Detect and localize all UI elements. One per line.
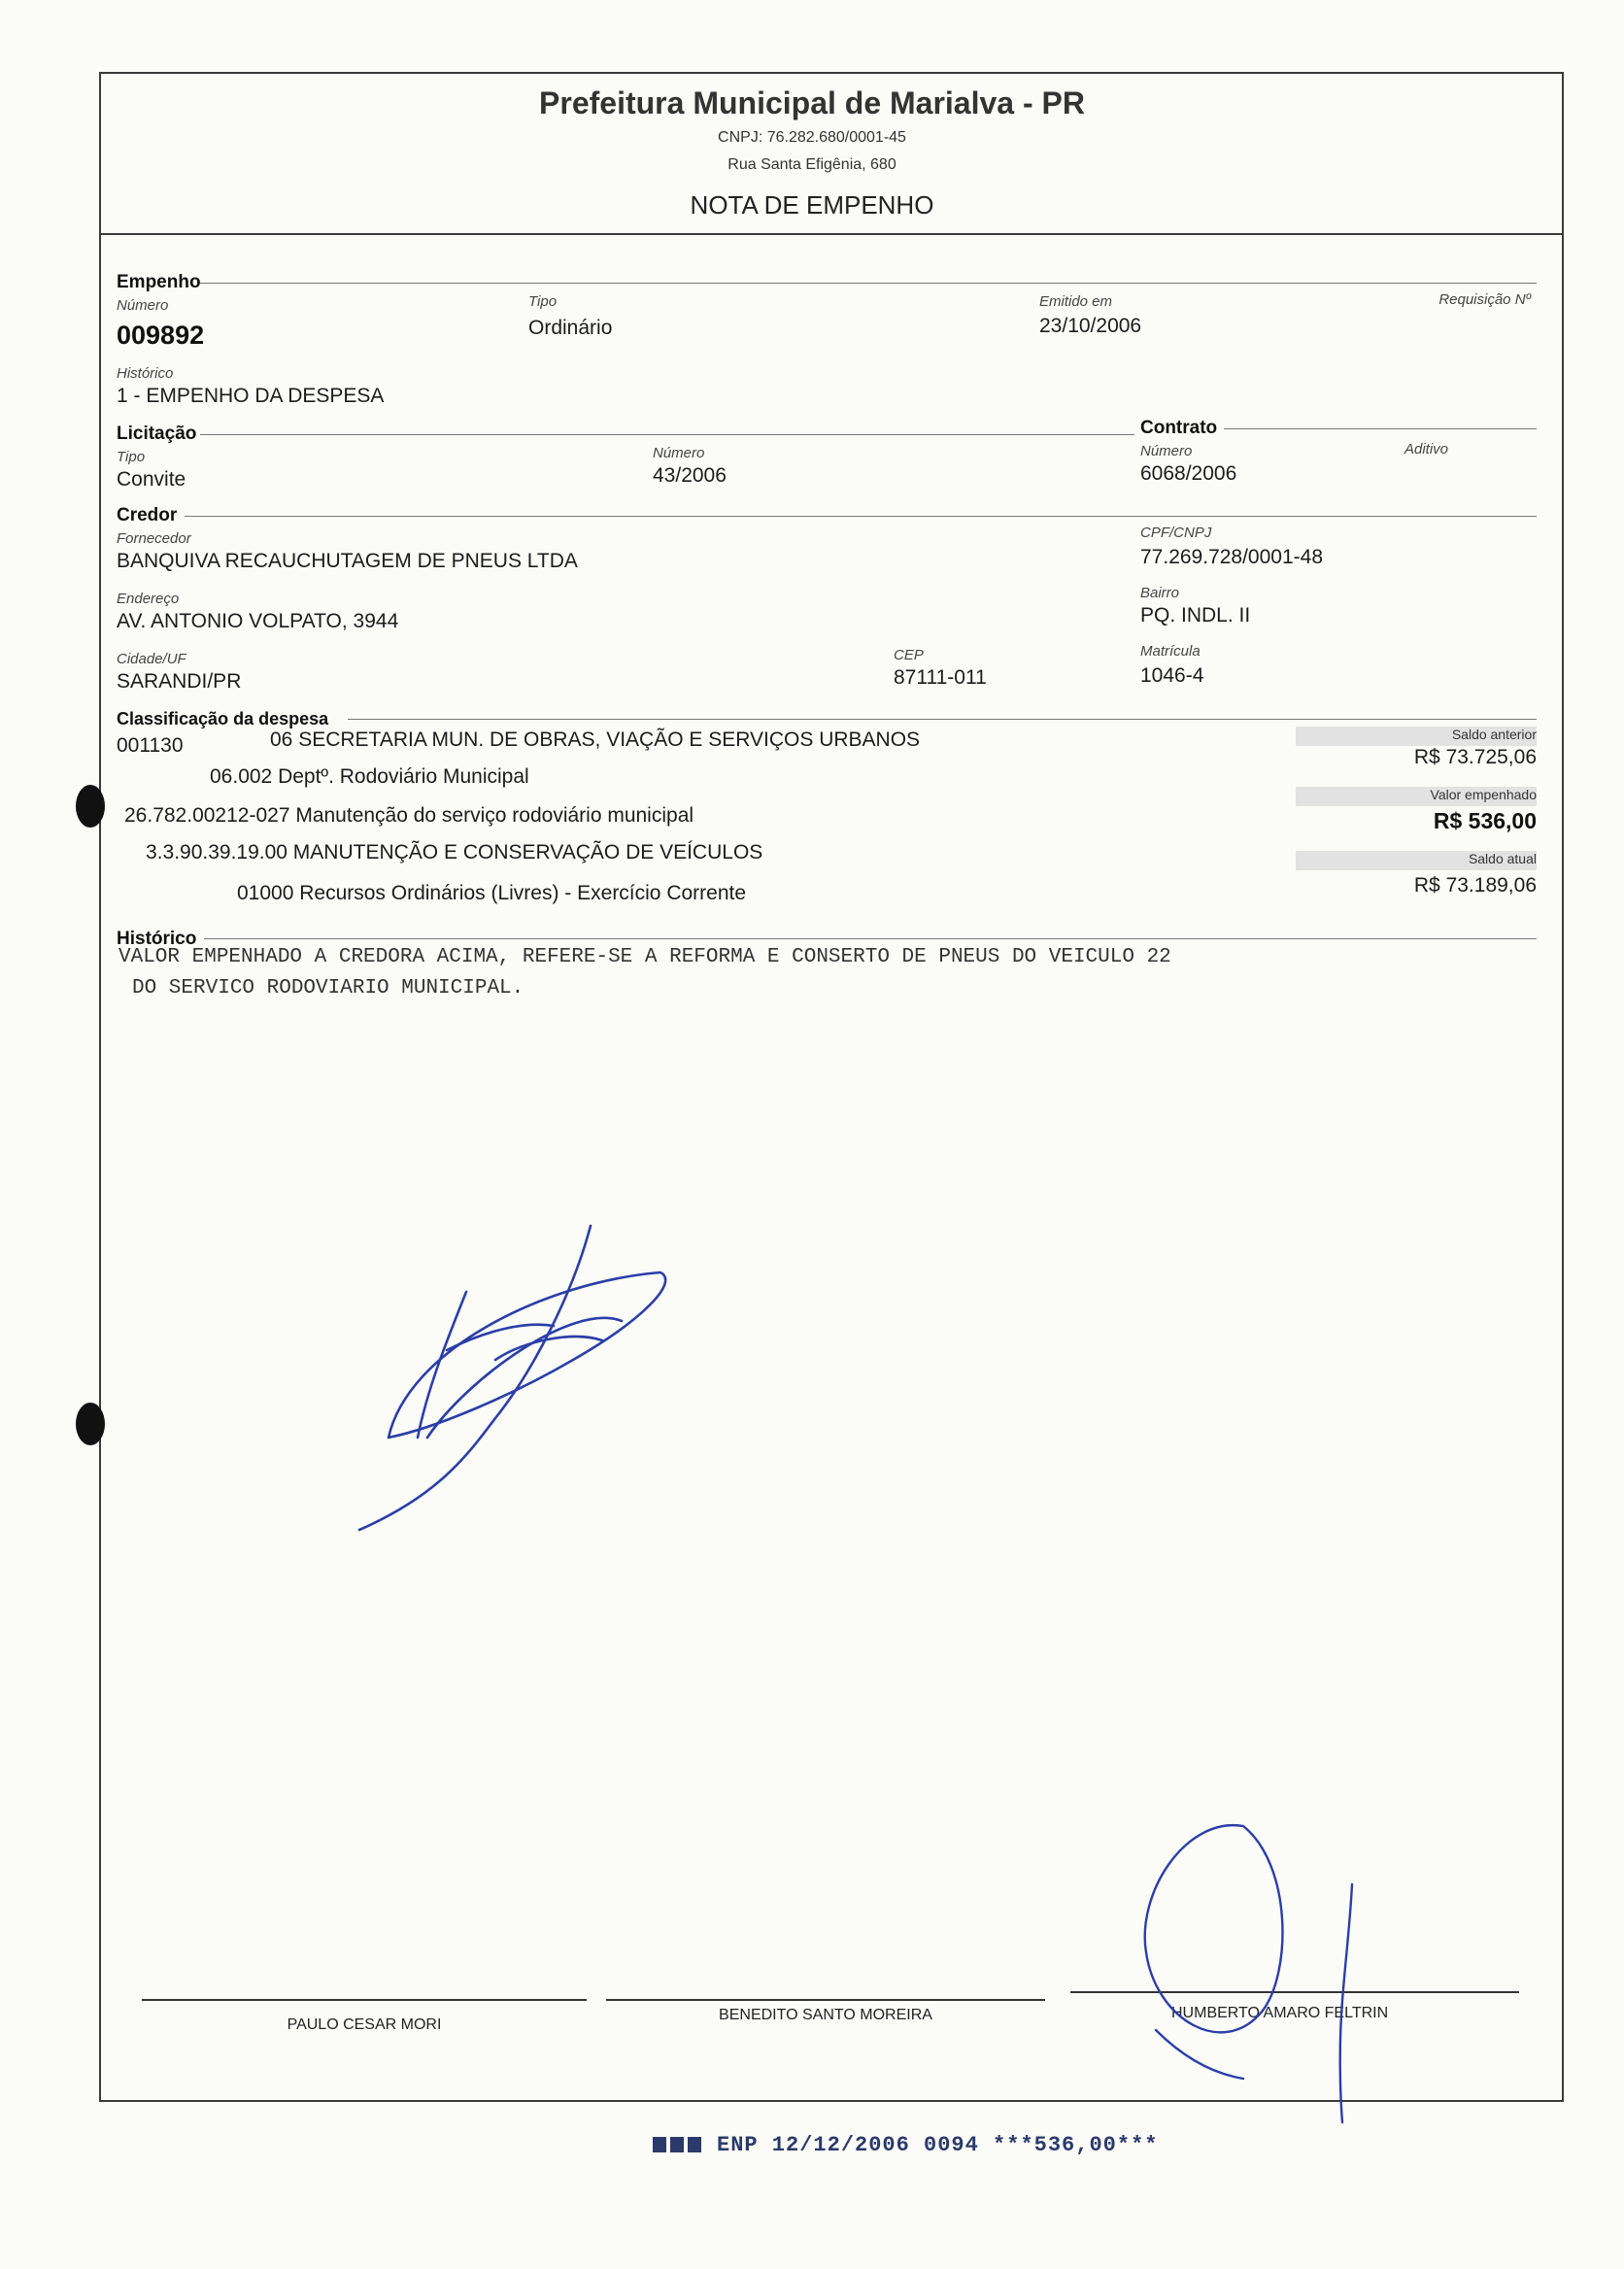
matricula-value: 1046-4 [1140,664,1204,687]
cidade-value: SARANDI/PR [117,670,242,693]
handwritten-signature [350,1214,680,1535]
licitacao-tipo: Convite [117,468,186,491]
empenho-numero: 009892 [117,321,205,350]
signatory-1: PAULO CESAR MORI [287,2016,442,2033]
matricula-label: Matrícula [1140,643,1201,660]
valor-empenhado-label: Valor empenhado [1430,787,1537,802]
empenho-tipo-label: Tipo [528,293,558,310]
section-rule [185,516,1537,517]
section-rule [200,283,1537,284]
cidade-label: Cidade/UF [117,651,186,667]
document-title: NOTA DE EMPENHO [690,190,934,220]
historico-label: Histórico [117,365,174,382]
classificacao-recurso: 01000 Recursos Ordinários (Livres) - Exercício Corrente [237,882,747,904]
cpf-value: 77.269.728/0001-48 [1140,546,1324,568]
signatory-2: BENEDITO SANTO MOREIRA [719,2007,932,2023]
section-rule [200,434,1134,435]
valor-empenhado-value: R$ 536,00 [1433,808,1537,833]
saldo-atual-value: R$ 73.189,06 [1413,874,1537,897]
endereco-value: AV. ANTONIO VOLPATO, 3944 [117,610,399,632]
classificacao-elemento: 3.3.90.39.19.00 MANUTENÇÃO E CONSERVAÇÃO DE VEÍCULOS [146,841,763,864]
licitacao-numero: 43/2006 [653,464,727,487]
signature-line [606,1999,1045,2001]
licitacao-numero-label: Número [653,445,705,461]
saldo-anterior-label: Saldo anterior [1451,727,1537,742]
punch-hole [76,1403,105,1445]
section-licitacao: Licitação [117,423,197,444]
saldo-anterior-value: R$ 73.725,06 [1413,746,1537,768]
classificacao-code: 001130 [117,734,184,757]
cep-label: CEP [894,647,924,663]
address-line: Rua Santa Efigênia, 680 [727,156,897,173]
empenho-numero-label: Número [117,297,169,314]
classificacao-secretaria: 06 SECRETARIA MUN. DE OBRAS, VIAÇÃO E SERVIÇOS URBANOS [270,728,921,751]
section-rule [204,938,1537,939]
contrato-numero-label: Número [1140,443,1193,459]
punch-hole [76,785,105,828]
document-frame [99,72,1564,2102]
municipality-title: Prefeitura Municipal de Marialva - PR [539,85,1085,120]
fornecedor-label: Fornecedor [117,530,191,547]
requisicao-label: Requisição Nº [1438,291,1531,308]
cep-value: 87111-011 [894,666,987,689]
section-credor: Credor [117,505,178,525]
initials-signature [1127,1807,1370,2127]
cnpj-line: CNPJ: 76.282.680/0001-45 [718,129,906,146]
section-empenho: Empenho [117,272,201,292]
endereco-label: Endereço [117,591,180,607]
section-contrato: Contrato [1140,418,1218,438]
contrato-aditivo-label: Aditivo [1404,441,1449,457]
classificacao-departamento: 06.002 Deptº. Rodoviário Municipal [210,765,529,788]
section-rule [1224,428,1537,429]
section-rule [348,719,1537,720]
cpf-label: CPF/CNPJ [1140,525,1212,541]
section-historico: Histórico [117,929,197,949]
emitido-label: Emitido em [1039,293,1113,310]
bairro-label: Bairro [1140,585,1180,601]
header-divider [99,233,1564,235]
signatory-3: HUMBERTO AMARO FELTRIN [1171,2005,1389,2021]
section-classificacao: Classificação da despesa [117,709,329,728]
emitido-date: 23/10/2006 [1039,315,1142,337]
fornecedor-name: BANQUIVA RECAUCHUTAGEM DE PNEUS LTDA [117,550,578,572]
licitacao-tipo-label: Tipo [117,449,146,465]
historico-line-1: VALOR EMPENHADO A CREDORA ACIMA, REFERE-SE A REFORMA E CONSERTO DE PNEUS DO VEICULO 22 [118,946,1171,968]
bank-logo-icon [653,2133,703,2156]
contrato-numero: 6068/2006 [1140,462,1237,485]
empenho-tipo: Ordinário [528,317,613,339]
authentication-stamp: ENP 12/12/2006 0094 ***536,00*** [717,2133,1159,2157]
classificacao-programa: 26.782.00212-027 Manutenção do serviço rodoviário municipal [124,804,694,827]
saldo-atual-label: Saldo atual [1468,851,1537,866]
signature-line [142,1999,587,2001]
empenho-historico: 1 - EMPENHO DA DESPESA [117,385,385,407]
historico-line-2: DO SERVICO RODOVIARIO MUNICIPAL. [132,977,524,999]
bairro-value: PQ. INDL. II [1140,604,1251,627]
